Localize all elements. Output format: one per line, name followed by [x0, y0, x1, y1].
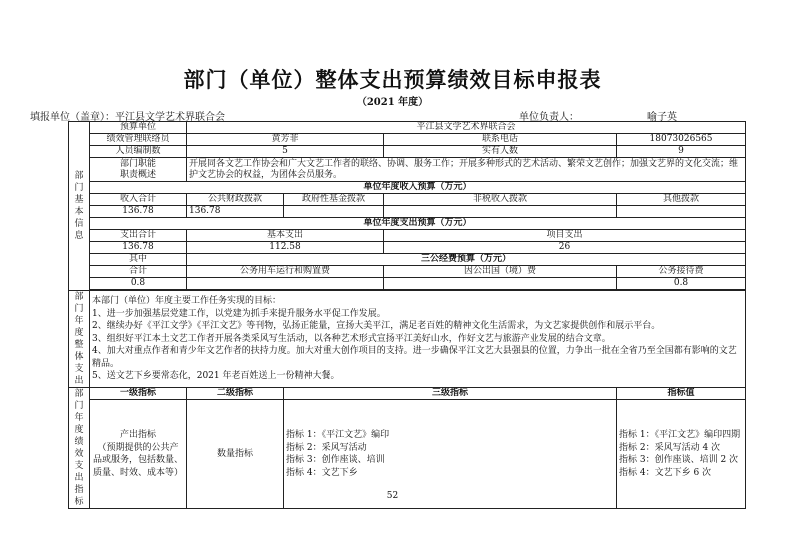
indicator-value-item: 指标 3：创作座谈、培训 2 次: [619, 455, 739, 465]
side-label-basic: 部 门 基 本 信 息: [69, 122, 90, 291]
indicator-value-item: 指标 2：采风写活动 4 次: [619, 442, 721, 453]
indicator-value-item: 指标 4：文艺下乡 6 次: [619, 467, 712, 478]
level3-item: 指标 4：文艺下乡: [286, 467, 358, 478]
work-goal-item: 1、进一步加强基层党建工作，以党建为抓手来提升服务水平促工作发展。: [92, 308, 386, 319]
income-header: 政府性基金拨款: [284, 194, 384, 206]
income-section-title: 单位年度收入预算（万元）: [90, 182, 746, 194]
three-public-value: 0.8: [617, 278, 746, 290]
expense-header: 项目支出: [384, 230, 746, 242]
page-number: 52: [386, 491, 399, 501]
work-goals: [90, 291, 746, 388]
leader-label: 单位负责人：: [519, 112, 579, 123]
work-goal-item: 3、组织好平江本土文艺工作者开展各类采风写生活动，以各种艺术形式宣扬平江美好山水，作好文艺与旅游产业发展的结合文章。: [92, 333, 611, 344]
income-header: 公共财政拨款: [187, 194, 284, 206]
staff-value: 5: [187, 146, 384, 158]
income-header: 非税收入拨款: [384, 194, 617, 206]
three-public-header: 公务用车运行和购置费: [187, 266, 384, 278]
duty-value: 开展同各文艺工作协会和广大文艺工作者的联络、协调、服务工作；开展多种形式的艺术活动、繁荣文艺创作；加强文艺界的文化交流；维护文艺协会的权益，为团体会员服务。: [187, 158, 746, 182]
other-label: 其中: [90, 254, 187, 266]
indicator-header: 三级指标: [284, 388, 617, 400]
income-value: [284, 206, 384, 218]
work-goal-item: 2、继续办好《平江文学》《平江文艺》等刊物，弘扬正能量，宣扬大美平江，满足老百姓的精神文化生活需求，为文艺家提供创作和展示平台。: [92, 321, 661, 332]
budget-unit-value: 平江县文学艺术界联合会: [187, 122, 746, 134]
expense-header: 支出合计: [90, 230, 187, 242]
expense-section-title: 单位年度支出预算（万元）: [90, 218, 746, 230]
actual-label: 实有人数: [384, 146, 617, 158]
three-public-header: 公务接待费: [617, 266, 746, 278]
income-header: 其他拨款: [617, 194, 746, 206]
expense-header: 基本支出: [187, 230, 384, 242]
budget-form: [68, 121, 745, 509]
side-label-perf: 部 门 年 度 绩 效 支 出 指 标: [69, 388, 90, 509]
contact-person-value: 黄芳菲: [187, 134, 384, 146]
expense-value: 136.78: [90, 242, 187, 254]
three-public-header: 合计: [90, 266, 187, 278]
income-value: 136.78: [187, 206, 284, 218]
three-public-header: 因公出国（境）费: [384, 266, 617, 278]
three-public-value: [187, 278, 384, 290]
level1-indicator: 产出指标 （预期提供的公共产 品或服务，包括数量、 质量、时效、成本等）: [90, 400, 187, 509]
level3-item: 指标 3：创作座谈、培训: [286, 455, 385, 465]
contact-person-label: 绩效管理联络员: [90, 134, 187, 146]
work-goal-item: 5、送文艺下乡要常态化，2021 年老百姓送上一份精神大餐。: [92, 371, 340, 382]
indicator-header: 指标值: [617, 388, 746, 400]
leader-name: 喻子英: [647, 112, 677, 123]
level3-item: 指标 1：《平江文艺》编印: [286, 430, 390, 440]
level3-item: 指标 2：采风写活动: [286, 442, 367, 453]
actual-value: 9: [617, 146, 746, 158]
staff-label: 人员编制数: [90, 146, 187, 158]
work-goals-intro: 本部门（单位）年度主要工作任务实现的目标：: [92, 296, 282, 307]
phone-label: 联系电话: [384, 134, 617, 146]
three-public-value: [384, 278, 617, 290]
level2-indicator: 数量指标: [187, 400, 284, 509]
work-goal-item: 4、加大对重点作者和青少年文艺作者的扶持力度。加大对重大创作项目的支持。进一步确保平江文艺大县强县的位置，力争出一批在全省乃至全国都有影响的文艺精品。: [92, 346, 737, 369]
side-label-work: 部 门 年 度 整 体 支 出: [69, 291, 90, 388]
income-value: 136.78: [90, 206, 187, 218]
phone-value: 18073026565: [617, 134, 746, 146]
budget-unit-label: 预算单位: [90, 122, 187, 134]
expense-value: 26: [384, 242, 746, 254]
three-public-value: 0.8: [90, 278, 187, 290]
income-header: 收入合计: [90, 194, 187, 206]
indicator-header: 二级指标: [187, 388, 284, 400]
year-line: （2021 年度）: [356, 97, 429, 108]
page-title: 部门（单位）整体支出预算绩效目标申报表: [183, 68, 602, 92]
indicator-value-item: 指标 1：《平江文艺》编印四期: [619, 430, 741, 440]
expense-value: 112.58: [187, 242, 384, 254]
form-table: [68, 121, 746, 509]
income-value: [384, 206, 617, 218]
duty-label: 部门职能 职责概述: [90, 158, 187, 182]
three-public-title: 三公经费预算（万元）: [187, 254, 746, 266]
indicator-header: 一级指标: [90, 388, 187, 400]
income-value: [617, 206, 746, 218]
filler-unit: 填报单位（盖章）：平江县文学艺术界联合会: [30, 112, 225, 123]
